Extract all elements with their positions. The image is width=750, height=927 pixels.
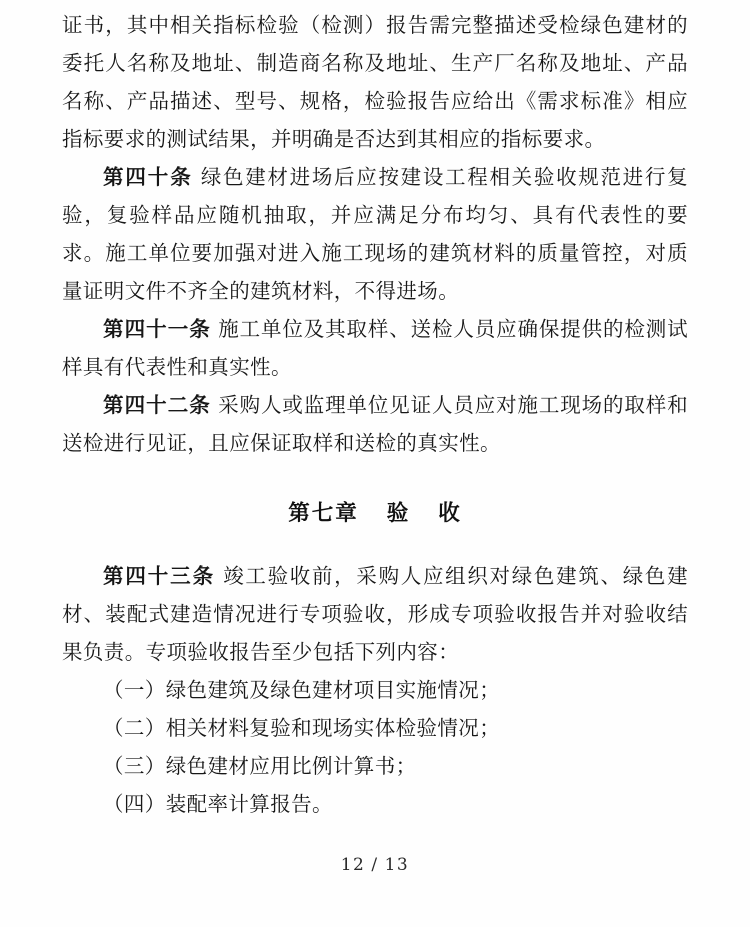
total-page-number: 13	[384, 855, 410, 875]
article-label: 第四十一条	[103, 317, 211, 341]
chapter-number: 第七章	[288, 501, 359, 526]
article-43	[62, 557, 688, 671]
list-item: （一）绿色建筑及绿色建材项目实施情况；	[103, 678, 501, 702]
paragraph-text: 施工单位及其取样、送检人员应确保提供的检测试样具有代表性和真实性。	[62, 317, 688, 379]
page-footer	[0, 855, 750, 875]
chapter-title-char-1: 验	[386, 501, 411, 526]
paragraph-text: 绿色建材进场后应按建设工程相关验收规范进行复验，复验样品应随机抽取，并应满足分布均匀、具有代表性的要求。施工单位要加强对进入施工现场的建筑材料的质量管控，对质量证明文件不齐全的建筑材料，不得进场。	[62, 165, 688, 303]
article-label: 第四十二条	[103, 393, 211, 417]
article-40	[62, 158, 688, 310]
paragraph-continued	[62, 6, 688, 158]
chapter-heading	[62, 462, 688, 557]
list-item: （三）绿色建材应用比例计算书；	[103, 754, 417, 778]
article-label: 第四十三条	[103, 564, 215, 588]
current-page-number: 12	[340, 855, 366, 875]
document-body	[62, 0, 688, 823]
article-41	[62, 310, 688, 386]
list-item: （二）相关材料复验和现场实体检验情况；	[103, 716, 501, 740]
paragraph-text: 采购人或监理单位见证人员应对施工现场的取样和送检进行见证，且应保证取样和送检的真实性。	[62, 393, 688, 455]
page-separator: /	[371, 855, 379, 875]
paragraph-text: 竣工验收前，采购人应组织对绿色建筑、绿色建材、装配式建造情况进行专项验收，形成专项验收报告并对验收结果负责。专项验收报告至少包括下列内容：	[62, 564, 689, 664]
paragraph-text: 证书，其中相关指标检验（检测）报告需完整描述受检绿色建材的委托人名称及地址、制造商名称及地址、生产厂名称及地址、产品名称、产品描述、型号、规格，检验报告应给出《需求标准》相应指标要求的测试结果，并明确是否达到其相应的指标要求。	[62, 13, 688, 151]
chapter-title-char-2: 收	[438, 501, 462, 526]
list-item: （四）装配率计算报告。	[103, 792, 333, 816]
article-42	[62, 386, 688, 462]
article-label: 第四十条	[103, 165, 193, 189]
